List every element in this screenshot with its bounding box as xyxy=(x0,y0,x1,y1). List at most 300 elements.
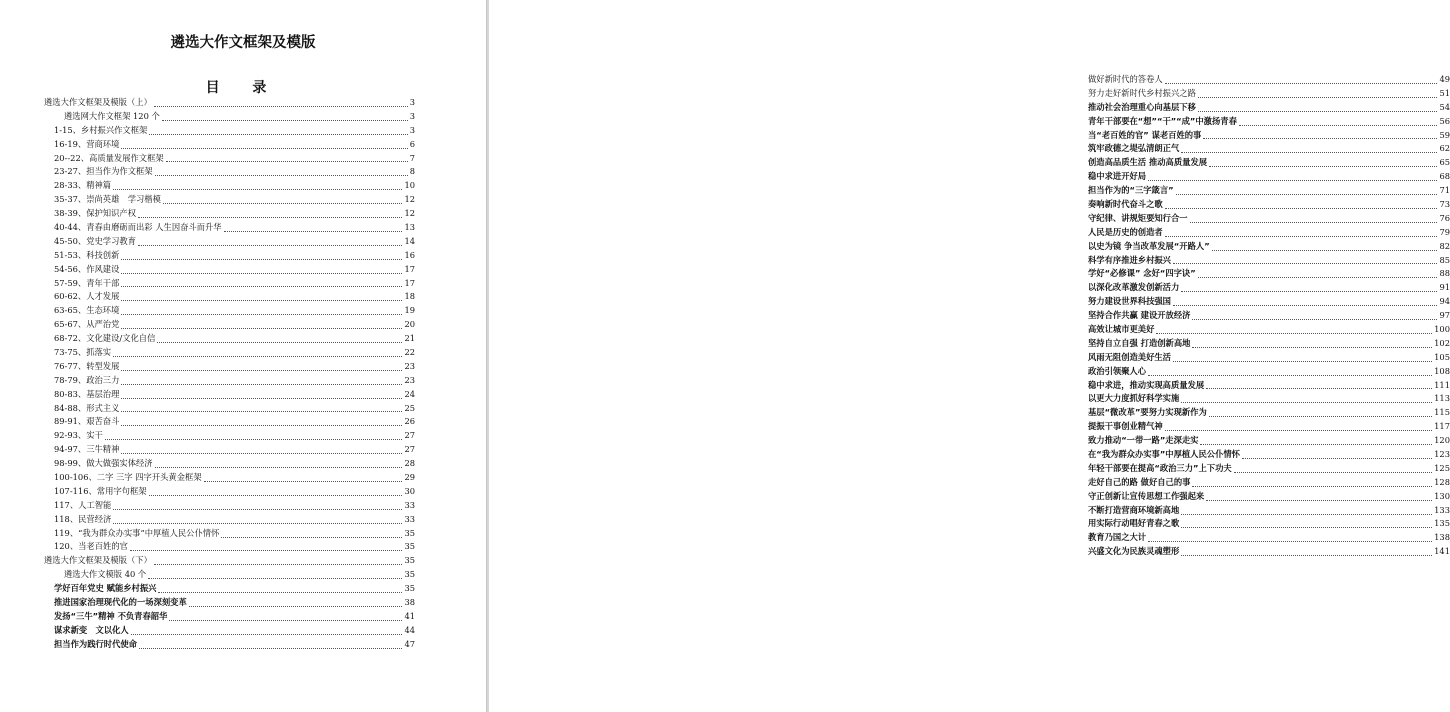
toc-entry[interactable] xyxy=(44,277,415,291)
toc-entry-page: 23 xyxy=(404,374,415,385)
toc-heading: 目 录 xyxy=(205,80,281,96)
toc-leader-dots xyxy=(1165,236,1438,237)
toc-entry[interactable] xyxy=(1088,323,1450,337)
toc-entry[interactable] xyxy=(44,374,415,388)
toc-entry[interactable] xyxy=(44,610,415,624)
toc-entry-page: 23 xyxy=(404,360,415,371)
toc-leader-dots xyxy=(1234,472,1432,473)
toc-leader-dots xyxy=(1181,402,1432,403)
toc-entry-page: 3 xyxy=(409,96,415,107)
toc-entry[interactable] xyxy=(44,624,415,638)
toc-entry[interactable] xyxy=(1088,392,1450,406)
toc-entry-page: 56 xyxy=(1439,115,1450,126)
toc-entry[interactable] xyxy=(1088,142,1450,156)
toc-entry-page: 26 xyxy=(404,416,415,427)
toc-leader-dots xyxy=(1165,208,1438,209)
toc-entry-page: 135 xyxy=(1434,518,1450,529)
toc-leader-dots xyxy=(1148,180,1437,181)
toc-leader-dots xyxy=(166,161,408,162)
toc-entry[interactable] xyxy=(1088,420,1450,434)
toc-entry-page: 138 xyxy=(1434,532,1450,543)
toc-leader-dots xyxy=(121,300,402,301)
toc-entry-title: 117、人工智能 xyxy=(54,499,112,510)
toc-entry-page: 85 xyxy=(1439,254,1450,265)
toc-entry[interactable] xyxy=(1088,337,1450,351)
toc-entry-title: 89-91、艰苦奋斗 xyxy=(54,416,120,427)
toc-entry[interactable] xyxy=(1088,254,1450,268)
toc-entry-title: 57-59、青年干部 xyxy=(54,277,120,288)
toc-entry-page: 25 xyxy=(404,402,415,413)
toc-entry-page: 30 xyxy=(404,485,415,496)
toc-entry-title: 科学有序推进乡村振兴 xyxy=(1088,254,1171,265)
toc-leader-dots xyxy=(138,217,402,218)
toc-entry[interactable] xyxy=(44,429,415,443)
toc-leader-dots xyxy=(1198,277,1438,278)
toc-leader-dots xyxy=(1198,97,1438,98)
toc-entry-page: 123 xyxy=(1434,449,1450,460)
toc-entry-page: 82 xyxy=(1439,240,1450,251)
toc-entry-title: 23-27、担当作为作文框架 xyxy=(54,166,153,177)
toc-leader-dots xyxy=(1148,541,1432,542)
toc-entry[interactable] xyxy=(1088,226,1450,240)
toc-entry-page: 102 xyxy=(1434,337,1450,348)
document-title: 遴选大作文框架及模版 xyxy=(170,35,316,51)
toc-entry-title: 92-93、实干 xyxy=(54,430,103,441)
toc-entry[interactable] xyxy=(44,290,415,304)
toc-entry[interactable] xyxy=(1088,170,1450,184)
toc-leader-dots xyxy=(189,606,403,607)
toc-entry-title: 120、当老百姓的官 xyxy=(54,541,128,552)
toc-entry-page: 120 xyxy=(1434,435,1450,446)
toc-entry-page: 27 xyxy=(404,430,415,441)
toc-entry-page: 19 xyxy=(404,305,415,316)
toc-entry[interactable] xyxy=(1088,531,1450,545)
toc-leader-dots xyxy=(155,175,408,176)
toc-leader-dots xyxy=(1173,263,1437,264)
toc-entry-title: 35-37、崇尚英雄 学习楷模 xyxy=(54,194,161,205)
toc-entry-title: 人民是历史的创造者 xyxy=(1088,226,1163,237)
toc-entry-page: 24 xyxy=(404,388,415,399)
toc-leader-dots xyxy=(157,342,402,343)
toc-leader-dots xyxy=(169,620,402,621)
toc-entry-title: 当“老百姓的官” 谋老百姓的事 xyxy=(1088,129,1202,140)
toc-leader-dots xyxy=(121,370,402,371)
toc-entry[interactable] xyxy=(44,304,415,318)
toc-entry[interactable] xyxy=(1088,476,1450,490)
toc-entry-title: 以深化改革激发创新活力 xyxy=(1088,282,1180,293)
toc-entry[interactable] xyxy=(44,443,415,457)
toc-leader-dots xyxy=(221,537,402,538)
toc-leader-dots xyxy=(113,509,402,510)
toc-entry-page: 51 xyxy=(1439,87,1450,98)
toc-leader-dots xyxy=(130,550,403,551)
toc-entry-title: 65-67、从严治党 xyxy=(54,319,120,330)
toc-entry[interactable] xyxy=(1088,462,1450,476)
toc-entry-page: 35 xyxy=(404,583,415,594)
toc-entry-title: 以更大力度抓好科学实施 xyxy=(1088,393,1180,404)
toc-leader-dots xyxy=(1192,319,1437,320)
toc-entry-page: 105 xyxy=(1434,351,1450,362)
toc-entry-page: 76 xyxy=(1439,212,1450,223)
toc-leader-dots xyxy=(155,467,403,468)
toc-entry[interactable] xyxy=(44,415,415,429)
toc-leader-dots xyxy=(1198,111,1438,112)
toc-entry[interactable] xyxy=(44,638,415,652)
toc-entry[interactable] xyxy=(44,471,415,485)
toc-leader-dots xyxy=(1242,458,1432,459)
toc-entry-title: 担当作为的“三字箴言” xyxy=(1088,185,1174,196)
toc-entry-page: 49 xyxy=(1439,73,1450,84)
toc-leader-dots xyxy=(121,286,402,287)
toc-leader-dots xyxy=(121,314,402,315)
toc-entry[interactable] xyxy=(1088,129,1450,143)
toc-entry[interactable] xyxy=(1088,73,1450,87)
toc-entry[interactable] xyxy=(1088,351,1450,365)
toc-entry-title: 16-19、营商环境 xyxy=(54,138,120,149)
toc-entry[interactable] xyxy=(1088,87,1450,101)
toc-leader-dots xyxy=(113,523,402,524)
toc-entry-title: 60-62、人才发展 xyxy=(54,291,120,302)
toc-entry-title: 教育乃国之大计 xyxy=(1088,532,1147,543)
toc-entry-page: 97 xyxy=(1439,310,1450,321)
toc-entry[interactable] xyxy=(1088,281,1450,295)
toc-entry-page: 117 xyxy=(1434,421,1450,432)
toc-entry-page: 47 xyxy=(404,638,415,649)
toc-entry-title: 基层“微改革”要努力实现新作为 xyxy=(1088,407,1207,418)
toc-entry-page: 33 xyxy=(404,499,415,510)
toc-leader-dots xyxy=(1203,138,1437,139)
toc-entry-title: 51-53、科技创新 xyxy=(54,249,120,260)
toc-entry-title: 年轻干部要在提高“政治三力”上下功夫 xyxy=(1088,462,1232,473)
toc-entry-title: 76-77、转型发展 xyxy=(54,360,120,371)
toc-leader-dots xyxy=(1165,83,1438,84)
toc-leader-dots xyxy=(121,148,407,149)
toc-entry[interactable] xyxy=(44,207,415,221)
toc-leader-dots xyxy=(121,411,402,412)
toc-entry-title: 努力建设世界科技强国 xyxy=(1088,296,1171,307)
toc-leader-dots xyxy=(1181,152,1437,153)
toc-entry-title: 学好百年党史 赋能乡村振兴 xyxy=(54,583,157,594)
toc-entry-page: 79 xyxy=(1439,226,1450,237)
toc-entry-title: 以史为镜 争当改革发展“开路人” xyxy=(1088,240,1210,251)
toc-entry[interactable] xyxy=(44,165,415,179)
toc-entry-title: 兴盛文化为民族灵魂塑形 xyxy=(1088,546,1180,557)
toc-entry[interactable] xyxy=(44,332,415,346)
toc-entry-title: 107-116、常用字句框架 xyxy=(54,485,147,496)
toc-entry-page: 91 xyxy=(1439,282,1450,293)
toc-leader-dots xyxy=(138,245,402,246)
toc-entry-title: 推动社会治理重心向基层下移 xyxy=(1088,101,1196,112)
toc-entry-page: 33 xyxy=(404,513,415,524)
toc-entry[interactable] xyxy=(44,554,415,568)
toc-entry-page: 44 xyxy=(404,624,415,635)
toc-leader-dots xyxy=(1165,430,1432,431)
toc-entry[interactable] xyxy=(44,360,415,374)
toc-entry[interactable] xyxy=(1088,295,1450,309)
toc-entry[interactable] xyxy=(44,388,415,402)
toc-entry-page: 35 xyxy=(404,555,415,566)
toc-entry-page: 54 xyxy=(1439,101,1450,112)
toc-entry[interactable] xyxy=(44,485,415,499)
toc-entry-title: 政治引领聚人心 xyxy=(1088,365,1147,376)
toc-entry-page: 133 xyxy=(1434,504,1450,515)
toc-entry[interactable] xyxy=(1088,309,1450,323)
toc-entry-title: 在“我为群众办实事”中厚植人民公仆情怀 xyxy=(1088,449,1240,460)
toc-entry-page: 6 xyxy=(409,138,415,149)
toc-entry-page: 20 xyxy=(404,319,415,330)
toc-entry-title: 遴选大作文框架及模版（上） xyxy=(44,96,152,107)
toc-entry[interactable] xyxy=(44,318,415,332)
toc-entry-page: 17 xyxy=(404,277,415,288)
toc-entry-page: 88 xyxy=(1439,268,1450,279)
toc-entry-title: 稳中求进，推动实现高质量发展 xyxy=(1088,379,1205,390)
toc-entry[interactable] xyxy=(44,499,415,513)
toc-entry-title: 推进国家治理现代化的一场深刻变革 xyxy=(54,597,187,608)
toc-leader-dots xyxy=(1156,333,1432,334)
toc-leader-dots xyxy=(154,106,408,107)
toc-leader-dots xyxy=(113,189,402,190)
toc-entry-page: 16 xyxy=(404,249,415,260)
toc-entry[interactable] xyxy=(44,235,415,249)
toc-entry[interactable] xyxy=(44,124,415,138)
toc-leader-dots xyxy=(204,481,403,482)
toc-entry-title: 做好新时代的答卷人 xyxy=(1088,73,1163,84)
toc-entry[interactable] xyxy=(44,402,415,416)
toc-leader-dots xyxy=(1176,194,1438,195)
toc-leader-dots xyxy=(1192,347,1432,348)
toc-entry-title: 63-65、生态环境 xyxy=(54,305,120,316)
toc-entry-title: 20--22、高质量发展作文框架 xyxy=(54,152,164,163)
toc-entry-page: 41 xyxy=(404,610,415,621)
toc-entry-page: 100 xyxy=(1434,324,1450,335)
toc-leader-dots xyxy=(105,439,403,440)
toc-entry-page: 27 xyxy=(404,444,415,455)
toc-entry-title: 坚持合作共赢 建设开放经济 xyxy=(1088,310,1191,321)
toc-entry-title: 54-56、作风建设 xyxy=(54,263,120,274)
toc-entry-page: 14 xyxy=(404,235,415,246)
toc-entry[interactable] xyxy=(1088,545,1450,559)
toc-entry-page: 130 xyxy=(1434,490,1450,501)
toc-leader-dots xyxy=(113,356,402,357)
toc-list-right xyxy=(1088,73,1450,559)
toc-entry-title: 80-83、基层治理 xyxy=(54,388,120,399)
toc-leader-dots xyxy=(1148,375,1432,376)
toc-entry[interactable] xyxy=(44,193,415,207)
toc-entry-page: 17 xyxy=(404,263,415,274)
toc-entry-page: 13 xyxy=(404,222,415,232)
toc-entry-title: 创造高品质生活 推动高质量发展 xyxy=(1088,157,1208,168)
toc-leader-dots xyxy=(121,384,402,385)
toc-entry[interactable] xyxy=(1088,379,1450,393)
toc-entry-page: 128 xyxy=(1434,476,1450,487)
toc-leader-dots xyxy=(1181,555,1432,556)
toc-leader-dots xyxy=(121,259,402,260)
toc-entry[interactable] xyxy=(1088,267,1450,281)
toc-entry-title: 1-15、乡村振兴作文框架 xyxy=(54,124,148,135)
toc-entry[interactable] xyxy=(1088,156,1450,170)
toc-entry-page: 113 xyxy=(1434,393,1450,404)
toc-leader-dots xyxy=(149,495,403,496)
toc-entry[interactable] xyxy=(44,249,415,263)
right-page xyxy=(489,0,1450,712)
toc-entry[interactable] xyxy=(1088,240,1450,254)
toc-entry-page: 68 xyxy=(1439,171,1450,182)
toc-leader-dots xyxy=(1181,514,1432,515)
toc-entry-title: 68-72、文化建设/文化自信 xyxy=(54,333,156,344)
toc-entry-page: 38 xyxy=(404,597,415,608)
toc-entry[interactable] xyxy=(1088,434,1450,448)
toc-entry-page: 35 xyxy=(404,527,415,538)
toc-entry[interactable] xyxy=(1088,212,1450,226)
toc-entry[interactable] xyxy=(1088,518,1450,532)
toc-entry-title: 38-39、保护知识产权 xyxy=(54,208,136,219)
toc-leader-dots xyxy=(1212,250,1438,251)
toc-entry-title: 45-50、党史学习教育 xyxy=(54,235,136,246)
toc-leader-dots xyxy=(121,273,402,274)
toc-entry[interactable] xyxy=(44,527,415,541)
toc-entry-page: 141 xyxy=(1434,546,1450,557)
toc-entry-title: 用实际行动唱好青春之歌 xyxy=(1088,518,1180,529)
toc-entry-title: 稳中求进开好局 xyxy=(1088,171,1147,182)
toc-entry-title: 努力走好新时代乡村振兴之路 xyxy=(1088,87,1196,98)
toc-leader-dots xyxy=(121,453,402,454)
toc-entry-page: 71 xyxy=(1439,185,1450,196)
toc-entry[interactable] xyxy=(44,582,415,596)
toc-entry-page: 59 xyxy=(1439,129,1450,140)
toc-entry-page: 21 xyxy=(404,333,415,344)
toc-entry[interactable] xyxy=(1088,198,1450,212)
toc-leader-dots xyxy=(1209,416,1432,417)
toc-entry-title: 守纪律、讲规矩要知行合一 xyxy=(1088,212,1188,223)
toc-leader-dots xyxy=(121,398,402,399)
toc-entry-title: 走好自己的路 做好自己的事 xyxy=(1088,476,1191,487)
toc-entry-title: 高效让城市更美好 xyxy=(1088,324,1155,335)
toc-entry-page: 35 xyxy=(404,541,415,552)
toc-entry[interactable] xyxy=(44,568,415,582)
toc-entry[interactable] xyxy=(44,179,415,193)
toc-entry-title: 奏响新时代奋斗之歌 xyxy=(1088,199,1163,209)
toc-entry-page: 28 xyxy=(404,458,415,469)
toc-entry-page: 35 xyxy=(404,569,415,580)
toc-entry-title: 筑牢政德之堤弘清朗正气 xyxy=(1088,143,1180,154)
toc-entry[interactable] xyxy=(1088,448,1450,462)
toc-entry[interactable] xyxy=(44,138,415,152)
toc-leader-dots xyxy=(1181,527,1432,528)
toc-entry-page: 7 xyxy=(409,152,415,163)
toc-entry-page: 108 xyxy=(1434,365,1450,376)
toc-entry[interactable] xyxy=(1088,184,1450,198)
toc-entry[interactable] xyxy=(44,221,415,235)
toc-leader-dots xyxy=(1173,361,1432,362)
toc-entry-title: 不断打造营商环境新高地 xyxy=(1088,504,1180,515)
toc-leader-dots xyxy=(1173,305,1437,306)
toc-entry-title: 遴选网大作文框架 120 个 xyxy=(64,110,160,121)
toc-entry-title: 坚持自立自强 打造创新高地 xyxy=(1088,337,1191,348)
toc-entry-title: 94-97、三牛精神 xyxy=(54,444,120,455)
toc-entry-title: 78-79、政治三力 xyxy=(54,374,120,385)
toc-leader-dots xyxy=(1209,166,1437,167)
toc-entry[interactable] xyxy=(44,457,415,471)
toc-entry[interactable] xyxy=(44,346,415,360)
toc-entry-page: 29 xyxy=(404,472,415,483)
toc-entry-page: 3 xyxy=(409,124,415,135)
toc-entry-page: 3 xyxy=(409,110,415,121)
toc-leader-dots xyxy=(1181,291,1437,292)
toc-entry-title: 担当作为践行时代使命 xyxy=(54,638,137,649)
toc-leader-dots xyxy=(131,634,403,635)
toc-leader-dots xyxy=(121,328,402,329)
toc-leader-dots xyxy=(154,564,403,565)
toc-entry[interactable] xyxy=(44,263,415,277)
toc-entry-title: 遴选大作文框架及模版（下） xyxy=(44,555,152,566)
toc-entry[interactable] xyxy=(44,596,415,610)
toc-entry[interactable] xyxy=(44,110,415,124)
toc-entry[interactable] xyxy=(44,96,415,110)
toc-leader-dots xyxy=(1200,444,1432,445)
toc-entry[interactable] xyxy=(1088,504,1450,518)
toc-entry-title: 119、“我为群众办实事”中厚植人民公仆情怀 xyxy=(54,527,220,538)
toc-entry-page: 73 xyxy=(1439,199,1450,209)
toc-leader-dots xyxy=(139,648,402,649)
toc-entry-title: 致力推动“一带一路”走深走实 xyxy=(1088,435,1199,446)
toc-entry-title: 118、民营经济 xyxy=(54,513,112,524)
toc-entry[interactable] xyxy=(44,513,415,527)
toc-entry-page: 18 xyxy=(404,291,415,302)
toc-entry-title: 98-99、做大做强实体经济 xyxy=(54,458,153,469)
toc-leader-dots xyxy=(121,425,402,426)
toc-entry[interactable] xyxy=(1088,490,1450,504)
toc-leader-dots xyxy=(149,134,407,135)
toc-leader-dots xyxy=(1206,388,1432,389)
toc-leader-dots xyxy=(148,578,402,579)
toc-entry-title: 遴选大作文模版 40 个 xyxy=(64,569,147,580)
toc-entry-title: 学好“必修课” 念好“四字诀” xyxy=(1088,268,1196,279)
toc-entry[interactable] xyxy=(1088,115,1450,129)
toc-entry-title: 青年干部要在“想”“干”“成”中激扬青春 xyxy=(1088,115,1237,126)
toc-entry[interactable] xyxy=(44,152,415,166)
toc-leader-dots xyxy=(162,120,408,121)
toc-entry-page: 62 xyxy=(1439,143,1450,154)
toc-entry[interactable] xyxy=(1088,406,1450,420)
toc-leader-dots xyxy=(224,231,403,232)
toc-entry[interactable] xyxy=(1088,101,1450,115)
toc-leader-dots xyxy=(1192,486,1432,487)
left-page xyxy=(0,0,486,712)
toc-leader-dots xyxy=(1239,125,1438,126)
toc-entry-page: 125 xyxy=(1434,462,1450,473)
toc-list-left xyxy=(44,96,415,652)
toc-entry[interactable] xyxy=(44,541,415,555)
toc-entry-title: 风雨无阻创造美好生活 xyxy=(1088,351,1171,362)
toc-entry-title: 谋求新变 文以化人 xyxy=(54,624,129,635)
toc-entry-title: 40-44、青春由磨砺而出彩 人生因奋斗而升华 xyxy=(54,222,222,232)
toc-entry-page: 94 xyxy=(1439,296,1450,307)
toc-entry-title: 73-75、抓落实 xyxy=(54,347,112,358)
toc-entry[interactable] xyxy=(1088,365,1450,379)
toc-leader-dots xyxy=(1190,222,1438,223)
toc-entry-title: 84-88、形式主义 xyxy=(54,402,120,413)
toc-entry-page: 10 xyxy=(404,180,415,191)
toc-entry-title: 28-33、精神篇 xyxy=(54,180,112,191)
toc-entry-title: 发扬“三牛”精神 不负青春韶华 xyxy=(54,610,168,621)
toc-entry-title: 100-106、二字 三字 四字开头黄金框架 xyxy=(54,472,202,483)
toc-entry-title: 提振干事创业精气神 xyxy=(1088,421,1163,432)
toc-entry-page: 12 xyxy=(404,208,415,219)
toc-leader-dots xyxy=(163,203,403,204)
toc-entry-title: 守正创新让宣传思想工作强起来 xyxy=(1088,490,1205,501)
toc-entry-page: 65 xyxy=(1439,157,1450,168)
toc-entry-page: 22 xyxy=(404,347,415,358)
